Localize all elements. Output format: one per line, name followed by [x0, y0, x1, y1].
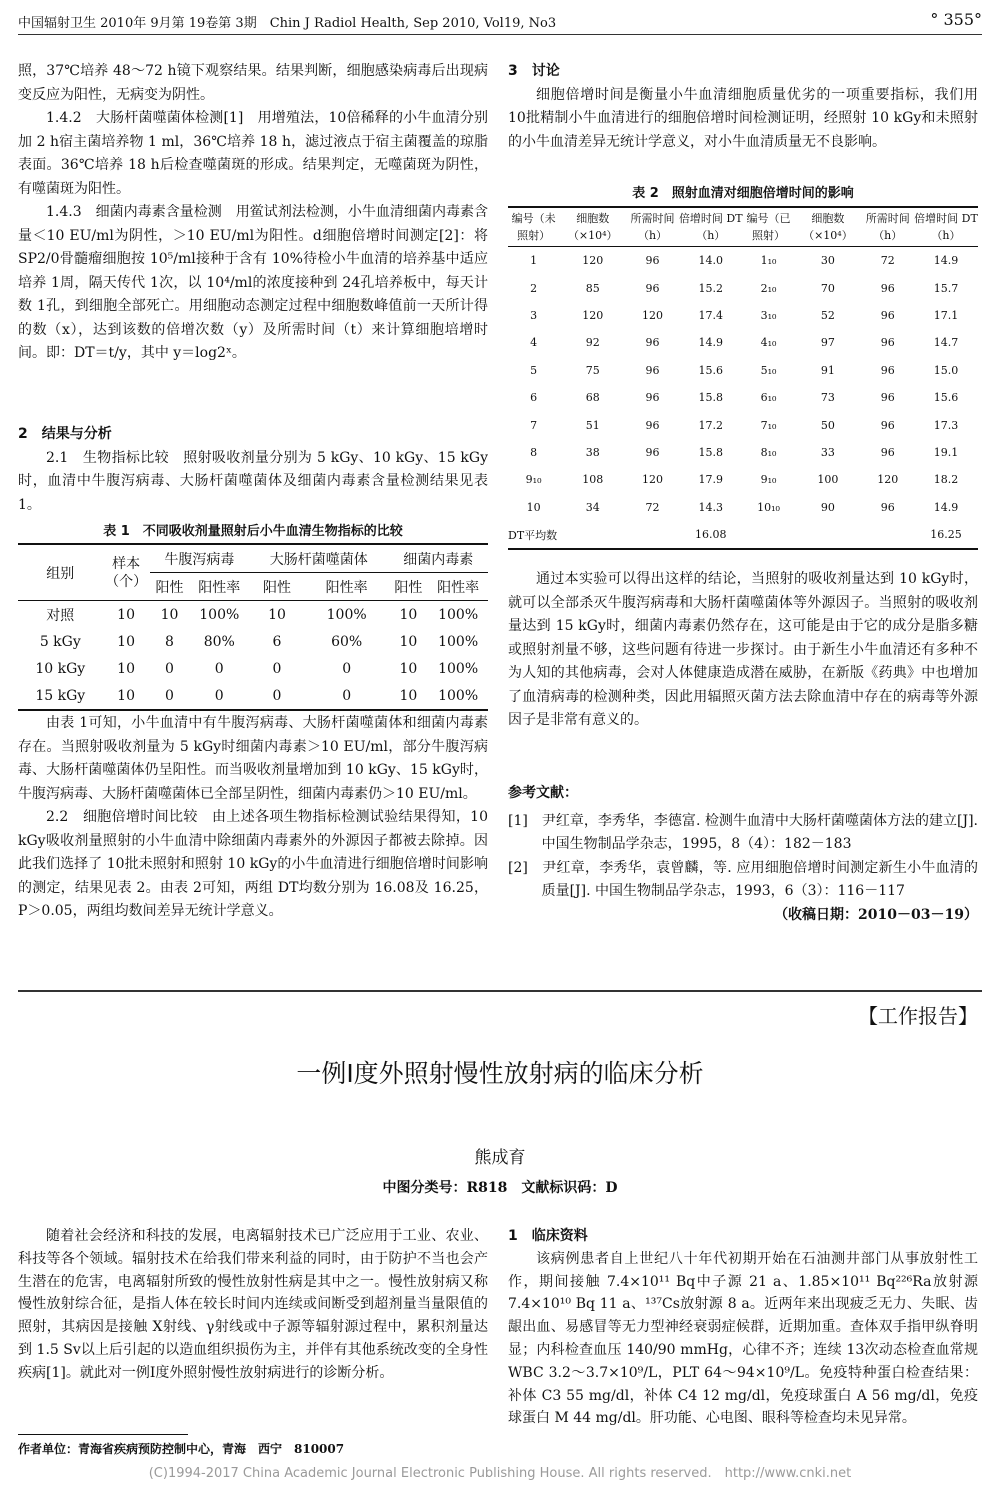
- cell: 100: [817, 473, 839, 487]
- table-row: [508, 247, 978, 275]
- method-endotoxin: 1.4.3 细菌内毒素含量检测 用鲎试剂法检测，小牛血清细菌内毒素含量＜10 EU/ml为阴性，＞10 EU/ml为阳性。d细胞倍增时间测定[2]：将 SP2/0骨髓瘤细胞按 10⁵/ml接种于含有 10%待检小牛血清的培养基中适应培养 1周，隔天传代 1次，以 10⁴/ml的浓度接种到 24孔培养板中，每天计数 1孔，到细胞全部死亡。用细胞动态测定过程中细胞数峰值前一天所计得的数（x），达到该数的倍增次数（y）及所需时间（t）来计算细胞培增时间。即：DT＝t/y，其中 y＝log2ˣ。: [18, 204, 488, 361]
- cell: 38: [585, 445, 600, 459]
- table-row: [18, 601, 488, 629]
- section-heading: 1 临床资料: [508, 1228, 588, 1244]
- cell: 90: [820, 500, 835, 514]
- cell: 100%: [428, 682, 488, 710]
- cell: 17.2: [698, 418, 724, 432]
- cell: 6₁₀: [760, 391, 777, 405]
- cell: 96: [880, 391, 895, 405]
- cell: 96: [645, 363, 660, 377]
- table-2: [508, 182, 978, 550]
- cell: 120: [582, 254, 604, 268]
- cell: 4₁₀: [760, 336, 777, 350]
- cell: 30: [820, 254, 835, 268]
- cell: 15.6: [933, 391, 959, 405]
- cell: 10: [160, 606, 179, 623]
- cell: 15.8: [698, 391, 724, 405]
- cell: 6: [272, 633, 282, 650]
- table-row: [508, 329, 978, 356]
- table-row: [508, 274, 978, 301]
- cell: 15.6: [698, 363, 724, 377]
- result-bio-indicators: 2.1 生物指标比较 照射吸收剂量分别为 5 kGy、10 kGy、15 kGy时，血清中牛腹泻病毒、大肠杆菌噬菌体及细菌内毒素含量检测结果见表 1。: [18, 449, 488, 513]
- header-pos: 阳性: [388, 573, 428, 601]
- avg-irradiated: 16.25: [914, 521, 978, 549]
- table-row: [508, 384, 978, 411]
- result-doubling-time: 2.2 细胞倍增时间比较 由上述各项生物指标检测试验结果得知，10 kGy吸收剂量照射的小牛血清中除细菌内毒素外的外源因子都被去除掉。因此我们选择了 10批未照射和照射 10 kGy的小牛血清进行细胞倍增时间影响的测定，结果见表 2。由表 2可知，两组 DT均数分别为 16.08及 16.25，P＞0.05，两组均数间差异无统计学意义。: [18, 809, 488, 919]
- header-rate: 阳性率: [305, 573, 389, 601]
- cell: 14.0: [698, 254, 724, 268]
- cell: 5₁₀: [760, 363, 777, 377]
- article-clinical: [508, 1225, 978, 1430]
- reference-item: [1] 尹红章，李秀华，李德富. 检测牛血清中大肠杆菌噬菌体方法的建立[J]. 中国生物制品学杂志，1995，8（4）：182－183: [508, 812, 978, 852]
- clinical-paragraph: 该病例患者自上世纪八十年代初期开始在石油测井部门从事放射性工作，期间接触 7.4×10¹¹ Bq中子源 21 a、1.85×10¹¹ Bq²²⁶Ra放射源 7.4×10¹⁰ Bq 11 a、¹³⁷Cs放射源 8 a。近两年来出现疲乏无力、失眠、齿龈出血、易感冒等无力型神经衰弱症候群，近期加重。查体双手指甲纵脊明显；内科检查血压 140/90 mmHg，心律不齐；连续 13次动态检查血常规 WBC 3.2～3.7×10⁹/L，PLT 64～94×10⁹/L。免疫特种蛋白检查结果：补体 C3 55 mg/dl，补体 C4 12 mg/dl，免疫球蛋白 A 56 mg/dl，免疫球蛋白 M 44 mg/dl。肝功能、心电图、眼科等检查均未见异常。: [508, 1250, 978, 1427]
- footnote-rule: [18, 1434, 188, 1435]
- cell: 120: [642, 308, 664, 322]
- section-tag: 【工作报告】: [858, 1004, 978, 1028]
- cell: 0: [272, 660, 282, 677]
- header-rate: 阳性率: [189, 573, 249, 601]
- cell: 5 kGy: [39, 633, 81, 650]
- cell: 2: [530, 281, 538, 295]
- result-discussion: 由表 1可知，小牛血清中有牛腹泻病毒、大肠杆菌噬菌体和细菌内毒素存在。当照射吸收剂量为 5 kGy时细菌内毒素＞10 EU/ml，部分牛腹泻病毒、大肠杆菌噬菌体仍呈阳性。而当吸收剂量增加到 10 kGy、15 kGy时，牛腹泻病毒、大肠杆菌噬菌体已全部呈阴性，细菌内毒素仍＞10 EU/ml。: [18, 715, 488, 802]
- cell: 0: [165, 660, 174, 677]
- cell: 68: [585, 391, 600, 405]
- header-cell: 编号（已照射）: [743, 207, 795, 247]
- cell: 2₁₀: [760, 281, 777, 295]
- author-unit: 作者单位：青海省疾病预防控制中心，青海 西宁 810007: [18, 1442, 345, 1456]
- footer-watermark: (C)1994-2017 China Academic Journal Electronic Publishing House. All rights reserved. http://www.cnki.net: [148, 1466, 852, 1481]
- cell: 1: [530, 254, 538, 268]
- header-sample: 样本（个）: [103, 544, 150, 601]
- cell: 10: [117, 660, 135, 677]
- cell: 8: [165, 633, 174, 650]
- cell: 19.1: [933, 445, 959, 459]
- conclusion-paragraph: 通过本实验可以得出这样的结论，当照射的吸收剂量达到 10 kGy时，就可以全部杀灭牛腹泻病毒和大肠杆菌噬菌体等外源因子。当照射的吸收剂量达到 15 kGy时，细菌内毒素仍然存在，这可能是由于它的成分是脂多糖或照射剂量不够，这些问题有待进一步探讨。由于新生小牛血清还有多种不为人知的其他病毒，会对人体健康造成潜在威胁，在新版《药典》中也增加了血清病毒的检测种类，因此用辐照灭菌方法去除血清中存在的病毒等外源因子是非常有意义的。: [508, 571, 978, 728]
- table-body: [508, 247, 978, 521]
- cell: 85: [585, 281, 600, 295]
- header-rate: 阳性率: [428, 573, 488, 601]
- cell: 10: [399, 633, 418, 650]
- divider: [18, 990, 982, 992]
- cell: 108: [582, 473, 604, 487]
- section-heading: 3 讨论: [508, 63, 560, 79]
- cell: 10: [117, 606, 135, 623]
- cell: 8: [530, 445, 538, 459]
- cell: 10: [103, 682, 150, 710]
- cell: 73: [820, 391, 835, 405]
- cell: 3: [530, 308, 538, 322]
- cell: 120: [877, 473, 899, 487]
- journal-info: 中国辐射卫生 2010年 9月第 19卷第 3期 Chin J Radiol Health, Sep 2010, Vol19, No3: [18, 16, 557, 31]
- cell: 96: [880, 418, 895, 432]
- discussion-paragraph: 细胞倍增时间是衡量小牛血清细胞质量优劣的一项重要指标，我们用 10批精制小牛血清进行的细胞倍增时间检测证明，经照射 10 kGy和未照射的小牛血清差异无统计学意义，对小牛血清质量无不良影响。: [508, 86, 978, 150]
- cell: 对照: [46, 607, 75, 624]
- paragraph: 照，37℃培养 48～72 h镜下观察结果。结果判断，细胞感染病毒后出现病变反应为阳性，无病变为阴性。: [18, 63, 488, 103]
- left-column-bottom: [18, 712, 488, 924]
- received-date: （收稿日期：2010－03－19）: [774, 906, 978, 923]
- cell: 1₁₀: [760, 254, 777, 268]
- cell: 33: [820, 445, 835, 459]
- header-cell: 所需时间（h）: [626, 207, 678, 247]
- cell: 60%: [331, 633, 363, 650]
- cell: 7₁₀: [760, 418, 777, 432]
- cell: 14.9: [933, 500, 959, 514]
- cell: 100%: [438, 660, 479, 677]
- right-column-top: [508, 60, 978, 154]
- table-row: [508, 494, 978, 521]
- table-row: [508, 411, 978, 438]
- cell: 96: [645, 281, 660, 295]
- table-row: [18, 682, 488, 710]
- table-row-average: [508, 521, 978, 549]
- cell: 17.4: [698, 308, 724, 322]
- cell: 0: [150, 682, 190, 710]
- cell: 96: [645, 445, 660, 459]
- cell: 17.3: [933, 418, 959, 432]
- left-column-results: [18, 423, 488, 517]
- cell: 9₁₀: [525, 473, 542, 487]
- cell: 96: [880, 363, 895, 377]
- cell: 120: [582, 308, 604, 322]
- method-phage: 1.4.2 大肠杆菌噬菌体检测[1] 用增殖法，10倍稀释的小牛血清分别加 2 h宿主菌培养物 1 ml，36℃培养 18 h，滤过液点于宿主菌覆盖的琼脂表面。36℃培养 18 h后检查噬菌斑的形成。结果判定，无噬菌斑为阴性，有噬菌斑为阳性。: [18, 110, 488, 197]
- references-title: 参考文献：: [508, 785, 578, 801]
- cell: 10: [268, 606, 286, 623]
- cell: 10: [399, 606, 418, 623]
- cell: 91: [820, 363, 835, 377]
- table-row: [508, 466, 978, 493]
- cell: 75: [585, 363, 600, 377]
- cell: 0: [305, 682, 389, 710]
- header-group: 组别: [18, 544, 103, 601]
- cell: 14.9: [698, 336, 724, 350]
- cell: 96: [645, 254, 660, 268]
- header-cell: 细胞数（×10⁴）: [794, 207, 861, 247]
- cell: 10 kGy: [35, 660, 86, 677]
- cell: 14.7: [933, 336, 959, 350]
- cell: 14.3: [698, 500, 724, 514]
- cell: 70: [820, 281, 835, 295]
- reference-item: [2] 尹红章，李秀华，袁曾麟，等. 应用细胞倍增时间测定新生小牛血清的质量[J]. 中国生物制品学杂志，1993，6（3）：116－117: [508, 859, 978, 899]
- cell: 96: [880, 308, 895, 322]
- article-intro: [18, 1225, 488, 1385]
- cell: 72: [880, 254, 895, 268]
- cell: 4: [530, 336, 538, 350]
- header-cell: 所需时间（h）: [861, 207, 913, 247]
- table-row: [18, 628, 488, 655]
- header-virus: 牛腹泻病毒: [150, 544, 250, 573]
- cell: 15.7: [933, 281, 959, 295]
- cell: 15.0: [933, 363, 959, 377]
- cell: 7: [530, 418, 538, 432]
- cell: 10₁₀: [757, 500, 780, 514]
- cell: 100%: [199, 606, 240, 623]
- cell: 14.9: [933, 254, 959, 268]
- cell: 15.8: [698, 445, 724, 459]
- header-pos: 阳性: [150, 573, 190, 601]
- table-row: [18, 655, 488, 682]
- cell: 51: [585, 418, 600, 432]
- cell: 6: [530, 391, 538, 405]
- cell: 17.1: [933, 308, 959, 322]
- cell: 92: [585, 336, 600, 350]
- avg-label: DT平均数: [508, 521, 626, 549]
- cell: 96: [645, 418, 660, 432]
- running-header: [18, 8, 982, 35]
- table-row: [508, 439, 978, 466]
- cell: 10: [388, 682, 428, 710]
- cell: 8₁₀: [760, 445, 777, 459]
- cell: 0: [189, 682, 249, 710]
- cell: 0: [342, 660, 352, 677]
- header-cell: 细胞数（×10⁴）: [559, 207, 626, 247]
- cell: 96: [880, 445, 895, 459]
- cell: 96: [880, 336, 895, 350]
- cell: 50: [820, 418, 835, 432]
- cell: 0: [249, 682, 305, 710]
- header-cell: 倍增时间 DT（h）: [679, 207, 743, 247]
- left-column-top: [18, 60, 488, 366]
- references: [508, 782, 978, 927]
- article-title: 一例Ⅰ度外照射慢性放射病的临床分析: [296, 1059, 704, 1088]
- table-caption: 表 2 照射血清对细胞倍增时间的影响: [632, 186, 854, 201]
- cell: 97: [820, 336, 835, 350]
- cell: 96: [645, 336, 660, 350]
- cell: 52: [820, 308, 835, 322]
- cell: 3₁₀: [760, 308, 777, 322]
- header-pos: 阳性: [249, 573, 305, 601]
- cell: 96: [880, 281, 895, 295]
- section-heading: 2 结果与分析: [18, 426, 112, 442]
- cell: 10: [399, 660, 418, 677]
- table-caption: 表 1 不同吸收剂量照射后小牛血清生物指标的比较: [103, 524, 403, 539]
- header-cell: 编号（未照射）: [508, 207, 559, 247]
- cell: 5: [530, 363, 538, 377]
- table-1: [18, 520, 488, 711]
- cell: 18.2: [933, 473, 959, 487]
- cell: 100%: [438, 606, 479, 623]
- cell: 15 kGy: [18, 682, 103, 710]
- cell: 10: [526, 500, 541, 514]
- cell: 10: [117, 633, 135, 650]
- author: 熊成育: [474, 1148, 526, 1168]
- cell: 9₁₀: [760, 473, 777, 487]
- header-phage: 大肠杆菌噬菌体: [249, 544, 388, 573]
- cell: 100%: [326, 606, 367, 623]
- classification: 中图分类号：R818 文献标识码：D: [382, 1180, 618, 1196]
- page-number: ° 355°: [930, 10, 982, 29]
- cell: 0: [214, 660, 224, 677]
- header-cell: 倍增时间 DT（h）: [914, 207, 978, 247]
- cell: 100%: [438, 633, 479, 650]
- cell: 96: [645, 391, 660, 405]
- cell: 80%: [203, 633, 235, 650]
- cell: 17.9: [698, 473, 724, 487]
- cell: 96: [880, 500, 895, 514]
- avg-unirradiated: 16.08: [679, 521, 743, 549]
- intro-paragraph: 随着社会经济和科技的发展，电离辐射技术已广泛应用于工业、农业、科技等各个领域。辐射技术在给我们带来利益的同时，由于防护不当也会产生潜在的危害，电离辐射所致的慢性放射性病是其中之一。慢性放射病又称慢性放射综合征，是指人体在较长时间内连续或间断受到超剂量当量限值的照射，其病因是接触 X射线、γ射线或中子源等辐射源过程中，累积剂量达到 1.5 Sv以上后引起的以造血组织损伤为主，并伴有其他系统改变的全身性疾病[1]。就此对一例Ⅰ度外照射慢性放射病进行的诊断分析。: [18, 1228, 488, 1381]
- cell: 15.2: [698, 281, 724, 295]
- cell: 72: [645, 500, 660, 514]
- header-toxin: 细菌内毒素: [388, 544, 488, 573]
- table-row: [508, 357, 978, 384]
- right-column-bottom: [508, 568, 978, 733]
- table-row: [508, 302, 978, 329]
- cell: 34: [585, 500, 600, 514]
- cell: 120: [642, 473, 664, 487]
